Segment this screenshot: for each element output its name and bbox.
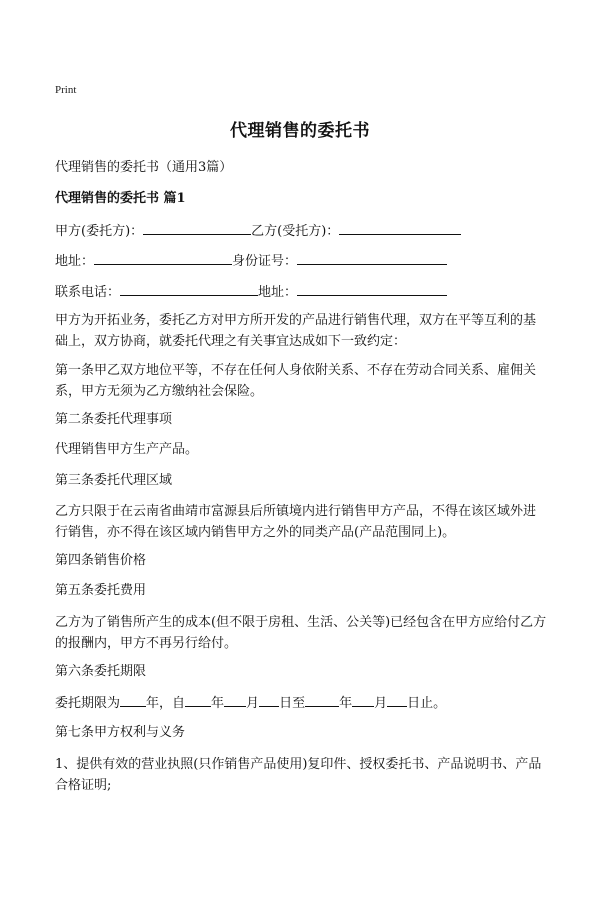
address2-label: 地址： bbox=[258, 285, 298, 300]
paragraph-article-3-title: 第三条委托代理区域 bbox=[55, 473, 173, 488]
address-id-line bbox=[55, 250, 447, 269]
paragraph-article-3-body: 乙方只限于在云南省曲靖市富源县后所镇境内进行销售甲方产品，不得在该区域外进行销售，亦不得在该区域内销售甲方之外的同类产品(产品范围同上)。 bbox=[55, 504, 537, 540]
paragraph-article-7-title: 第七条甲方权利与义务 bbox=[55, 725, 186, 740]
paragraph-intro: 甲方为开拓业务，委托乙方对甲方所开发的产品进行销售代理，双方在平等互利的基础上，双方协商，就委托代理之有关事宜达成如下一致约定： bbox=[55, 313, 537, 349]
term-year2: 年 bbox=[211, 696, 225, 711]
term-end-day-blank bbox=[387, 692, 407, 707]
term-end-year-blank bbox=[305, 692, 339, 707]
id-label: 身份证号： bbox=[232, 254, 298, 269]
paragraph-article-4-title: 第四条销售价格 bbox=[55, 553, 147, 568]
id-blank bbox=[297, 250, 447, 265]
term-day-to: 日至 bbox=[279, 696, 306, 711]
term-month: 月 bbox=[246, 696, 260, 711]
phone-label: 联系电话： bbox=[55, 285, 121, 300]
term-years-blank bbox=[120, 692, 146, 707]
document-title: 代理销售的委托书 bbox=[230, 121, 370, 141]
party-b-label: 乙方(受托方)： bbox=[251, 224, 340, 239]
address2-blank bbox=[297, 281, 447, 296]
term-start-day-blank bbox=[259, 692, 279, 707]
paragraph-article-2-title: 第二条委托代理事项 bbox=[55, 412, 173, 427]
term-start-month-blank bbox=[224, 692, 246, 707]
paragraph-article-1: 第一条甲乙双方地位平等，不存在任何人身依附关系、不存在劳动合同关系、雇佣关系，甲方无须为乙方缴纳社会保险。 bbox=[55, 363, 537, 399]
paragraph-article-6-title: 第六条委托期限 bbox=[55, 664, 147, 679]
paragraph-article-5-body: 乙方为了销售所产生的成本(但不限于房租、生活、公关等)已经包含在甲方应给付乙方的报酬内，甲方不再另行给付。 bbox=[55, 615, 547, 651]
phone-blank bbox=[120, 281, 258, 296]
paragraph-article-2-body: 代理销售甲方生产产品。 bbox=[55, 442, 199, 457]
paragraph-article-7-item-1: 1、提供有效的营业执照(只作销售产品使用)复印件、授权委托书、产品说明书、产品合格证明; bbox=[55, 757, 542, 793]
party-a-blank bbox=[143, 220, 251, 235]
term-line bbox=[55, 692, 446, 711]
phone-address-line bbox=[55, 281, 447, 300]
party-a-label: 甲方(委托方)： bbox=[55, 224, 144, 239]
section-heading: 代理销售的委托书 篇1 bbox=[55, 191, 186, 206]
paragraph-article-5-title: 第五条委托费用 bbox=[55, 583, 147, 598]
party-b-blank bbox=[339, 220, 461, 235]
address-label: 地址： bbox=[55, 254, 95, 269]
term-month2: 月 bbox=[374, 696, 388, 711]
term-prefix: 委托期限为 bbox=[55, 696, 121, 711]
term-day-end: 日止。 bbox=[407, 696, 447, 711]
term-year-from: 年，自 bbox=[146, 696, 186, 711]
term-year3: 年 bbox=[339, 696, 353, 711]
document-subtitle: 代理销售的委托书（通用3篇） bbox=[55, 160, 233, 175]
address-blank bbox=[94, 250, 232, 265]
term-start-year-blank bbox=[185, 692, 211, 707]
print-label[interactable]: Print bbox=[55, 84, 77, 96]
party-line bbox=[55, 220, 461, 239]
term-end-month-blank bbox=[352, 692, 374, 707]
